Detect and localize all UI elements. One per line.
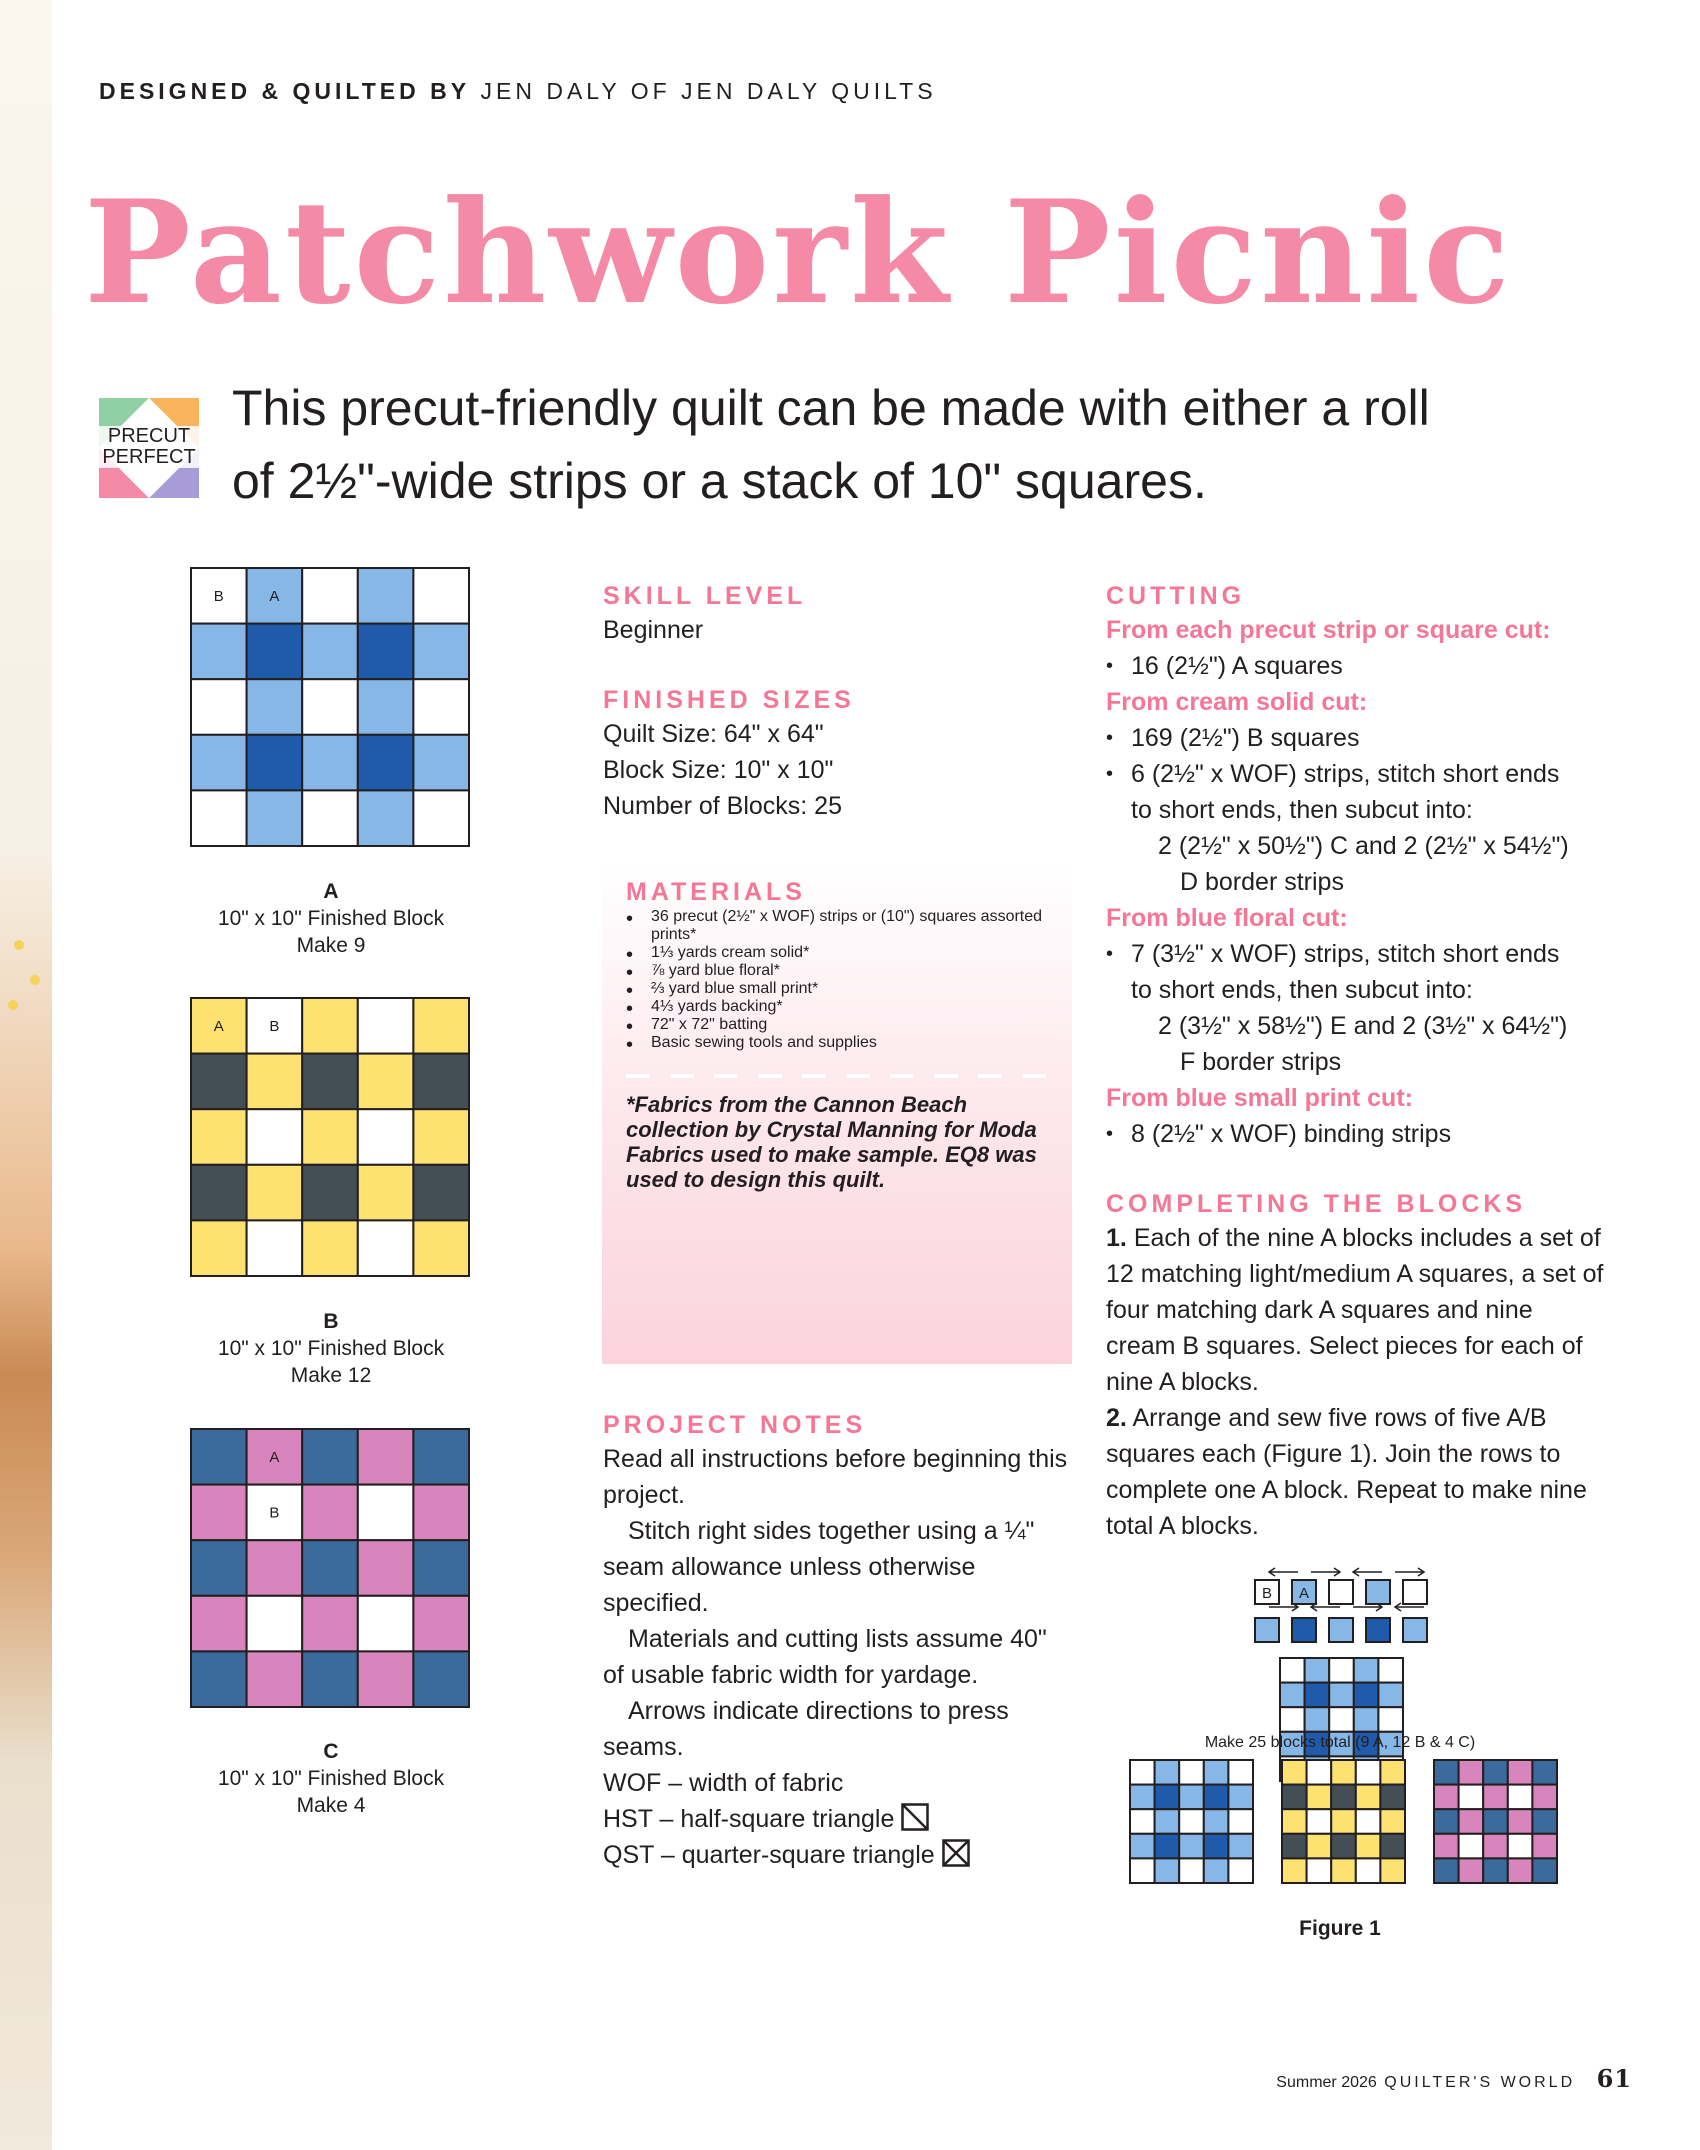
finished-size-line: Block Size: 10" x 10" [603,756,834,784]
completing-heading: COMPLETING THE BLOCKS [1106,1190,1527,1218]
block-patch [1305,1658,1330,1683]
middle-column [603,580,1073,824]
block-patch [1204,1809,1229,1834]
hst-icon [901,1803,929,1831]
block-patch [1228,1809,1253,1834]
project-note-paragraph: Arrows indicate directions to press seams. [603,1697,1009,1761]
cutting-item-continued: to short ends, then subcut into: [1131,976,1473,1004]
materials-item: • 36 precut (2½" x WOF) strips or (10") squares assorted prints* [626,908,1048,944]
block-c-diagram [189,1427,473,1711]
block-patch [302,1165,358,1221]
block-patch [191,1220,247,1276]
block-patch [1532,1785,1557,1810]
block-patch [1356,1760,1381,1785]
qst-line [603,1837,1073,1873]
block-patch [247,1054,303,1110]
block-patch [1354,1707,1379,1732]
block-make-count: Make 12 [290,1364,372,1387]
block-patch [247,1109,303,1165]
block-patch [1204,1785,1229,1810]
block-patch [1508,1858,1533,1883]
step-text: Each of the nine A blocks includes a set of 12 matching light/medium A squares, a set of four matching dark A squares and nine cream B squares. Select pieces for each of nine A blocks. [1106,1224,1604,1396]
fig-mini-block-a [1130,1760,1253,1883]
page-number: 61 [1596,2064,1632,2093]
flower-decoration [14,940,24,950]
block-patch [302,998,358,1054]
qst-definition: QST – quarter-square triangle [603,1841,935,1869]
block-patch [191,1651,247,1707]
page-title: Patchwork Picnic [84,170,1513,336]
block-patch [1483,1785,1508,1810]
cutting-subhead: From blue floral cut: [1106,904,1348,932]
block-make-count: Make 4 [296,1794,366,1817]
block-patch [358,1540,414,1596]
completing-step-2 [1106,1400,1606,1544]
project-notes [603,1409,1073,1873]
subtitle: This precut-friendly quilt can be made with either a roll of 2½"-wide strips or a stack of 10" squares. [232,380,1430,509]
block-patch [1356,1834,1381,1859]
block-patch [191,1429,247,1485]
issue-date: Summer 2026 [1276,2074,1377,2091]
block-letter: A [323,880,339,903]
block-patch [191,1054,247,1110]
block-patch [1204,1834,1229,1859]
block-patch [1130,1834,1155,1859]
figure-caption: Figure 1 [1299,1917,1381,1940]
block-patch [358,1054,414,1110]
materials-item: • ⅞ yard blue floral* [626,962,1048,980]
block-patch [1356,1809,1381,1834]
block-patch [358,1220,414,1276]
block-patch [1459,1760,1484,1785]
cutting-item-continued: F border strips [1180,1048,1342,1076]
block-patch [358,1429,414,1485]
block-patch [413,624,469,680]
block-patch [1130,1785,1155,1810]
dashed-divider [626,1074,1048,1078]
block-patch [1179,1760,1204,1785]
block-patch [413,1540,469,1596]
block-patch [1508,1760,1533,1785]
block-patch [302,1109,358,1165]
block-patch [1508,1809,1533,1834]
block-patch [302,1429,358,1485]
block-patch [191,1165,247,1221]
block-patch [302,735,358,791]
block-patch [1179,1834,1204,1859]
patch-label: A [269,588,280,605]
block-patch [302,790,358,846]
block-patch [358,679,414,735]
block-patch [1305,1683,1330,1708]
block-patch [1354,1683,1379,1708]
block-b-caption [181,1308,481,1389]
block-patch [191,679,247,735]
block-patch [1204,1760,1229,1785]
flower-decoration [8,1000,18,1010]
cutting-section [1106,580,1606,1544]
block-patch [1307,1760,1332,1785]
completing-step-1 [1106,1220,1606,1400]
block-patch [1331,1760,1356,1785]
block-patch [1280,1658,1305,1683]
patch-label: B [213,588,224,605]
cutting-item-continued: to short ends, then subcut into: [1131,796,1473,824]
materials-box [602,864,1072,1364]
block-patch [1532,1760,1557,1785]
step-number: 2. [1106,1404,1127,1432]
block-patch [1331,1858,1356,1883]
figure-1-diagram [1100,1560,1580,1900]
patch-label: B [269,1504,280,1522]
cutting-item: • 8 (2½" x WOF) binding strips [1106,1116,1606,1152]
project-note-paragraph: Materials and cutting lists assume 40" of usable fabric width for yardage. [603,1625,1047,1689]
block-patch [413,1429,469,1485]
cutting-item: • 7 (3½" x WOF) strips, stitch short ends [1106,936,1606,972]
block-patch [1307,1858,1332,1883]
badge-line-2: PERFECT [102,446,196,468]
block-patch [247,679,303,735]
project-note-paragraph: Read all instructions before beginning this project. [603,1445,1068,1509]
block-patch [1280,1707,1305,1732]
block-patch [413,568,469,624]
cutting-subhead: From cream solid cut: [1106,688,1368,716]
project-notes-heading: PROJECT NOTES [603,1411,867,1439]
block-patch [302,1220,358,1276]
block-patch [1305,1707,1330,1732]
block-patch [1434,1785,1459,1810]
block-patch [191,1109,247,1165]
block-patch [358,1485,414,1541]
block-patch [1434,1809,1459,1834]
fig-label-a: A [1298,1585,1310,1602]
magazine-name: QUILTER'S WORLD [1384,2074,1576,2091]
block-patch [1331,1809,1356,1834]
block-patch [191,1596,247,1652]
block-patch [1434,1760,1459,1785]
block-patch [1483,1809,1508,1834]
block-patch [302,1054,358,1110]
hst-definition: HST – half-square triangle [603,1805,895,1833]
fig-row-2 [1255,1618,1427,1642]
block-patch [1179,1809,1204,1834]
block-patch [413,1220,469,1276]
block-patch [1155,1785,1180,1810]
block-c-caption [181,1738,481,1819]
byline [99,78,937,105]
block-patch [191,790,247,846]
background-photo-strip [0,0,52,2150]
skill-level-value: Beginner [603,616,704,644]
block-patch [1483,1858,1508,1883]
block-patch [1532,1809,1557,1834]
block-patch [1434,1834,1459,1859]
block-patch [1280,1683,1305,1708]
flower-decoration [30,975,40,985]
block-patch [302,624,358,680]
block-a-diagram [189,566,473,850]
block-patch [1380,1809,1405,1834]
block-patch [191,1540,247,1596]
block-patch [413,1054,469,1110]
finished-size-line: Number of Blocks: 25 [603,792,842,820]
block-patch [413,790,469,846]
cutting-heading: CUTTING [1106,582,1246,610]
materials-item: • 4⅓ yards backing* [626,998,1048,1016]
block-patch [191,735,247,791]
block-patch [1228,1760,1253,1785]
block-patch [1228,1858,1253,1883]
patch-label: B [269,1018,280,1035]
finished-size-line: Quilt Size: 64" x 64" [603,720,824,748]
block-patch [413,1109,469,1165]
block-patch [413,998,469,1054]
block-patch [191,624,247,680]
block-patch [1331,1785,1356,1810]
block-patch [247,1220,303,1276]
block-patch [358,1651,414,1707]
block-patch [1356,1785,1381,1810]
block-patch [413,1165,469,1221]
block-patch [1380,1834,1405,1859]
badge-line-1: PRECUT [107,425,191,447]
byline-prefix: DESIGNED & QUILTED BY [99,78,471,104]
block-patch [1282,1785,1307,1810]
block-patch [191,1485,247,1541]
block-patch [1380,1760,1405,1785]
block-patch [358,790,414,846]
block-patch [1483,1834,1508,1859]
materials-item: • 72" x 72" batting [626,1016,1048,1034]
block-patch [1228,1834,1253,1859]
cutting-item: • 6 (2½" x WOF) strips, stitch short ends [1106,756,1606,792]
block-a-caption [181,878,481,959]
fig-label-b: B [1261,1585,1273,1602]
patch-label: A [269,1449,280,1466]
block-patch [1459,1858,1484,1883]
block-patch [247,624,303,680]
block-patch [358,1109,414,1165]
wof-definition: WOF – width of fabric [603,1769,844,1797]
step-text: Arrange and sew five rows of five A/B squares each (Figure 1). Join the rows to complete one A block. Repeat to make nine total A blocks. [1106,1404,1587,1540]
block-patch [1378,1707,1403,1732]
materials-item: • 1⅓ yards cream solid* [626,944,1048,962]
block-patch [302,568,358,624]
block-patch [413,1651,469,1707]
block-patch [1307,1785,1332,1810]
block-patch [1307,1834,1332,1859]
block-patch [1155,1760,1180,1785]
block-patch [1179,1785,1204,1810]
block-patch [1378,1683,1403,1708]
block-patch [302,679,358,735]
block-patch [1155,1834,1180,1859]
cutting-item-continued: 2 (3½" x 58½") E and 2 (3½" x 64½") [1158,1012,1568,1040]
fabric-note: *Fabrics from the Cannon Beach collection by Crystal Manning for Moda Fabrics used to make sample. EQ8 was used to design this quilt. [626,1092,1037,1192]
make-total-note: Make 25 blocks total (9 A, 12 B & 4 C) [1204,1734,1476,1751]
cutting-item: • 16 (2½") A squares [1106,648,1606,684]
block-size: 10" x 10" Finished Block [217,1337,445,1360]
block-patch [1329,1707,1354,1732]
block-letter: B [323,1310,339,1333]
block-patch [1508,1834,1533,1859]
fig-mini-block-c [1434,1760,1557,1883]
block-patch [1354,1658,1379,1683]
block-patch [358,1596,414,1652]
cutting-item: • 169 (2½") B squares [1106,720,1606,756]
block-patch [247,1596,303,1652]
block-patch [1459,1834,1484,1859]
materials-item: • ⅔ yard blue small print* [626,980,1048,998]
step-number: 1. [1106,1224,1127,1252]
block-patch [413,1485,469,1541]
page-footer [1276,2064,1632,2093]
block-patch [358,568,414,624]
skill-level-heading: SKILL LEVEL [603,582,807,610]
block-patch [1329,1658,1354,1683]
materials-item: • Basic sewing tools and supplies [626,1034,1048,1052]
block-patch [1380,1858,1405,1883]
block-patch [1155,1809,1180,1834]
block-patch [358,735,414,791]
block-patch [1130,1760,1155,1785]
block-patch [1532,1834,1557,1859]
finished-sizes-heading: FINISHED SIZES [603,686,855,714]
block-patch [1282,1834,1307,1859]
fig-row-1 [1255,1580,1427,1604]
block-b-diagram [189,996,473,1280]
precut-perfect-badge [99,398,199,498]
block-patch [1459,1809,1484,1834]
block-patch [302,1596,358,1652]
byline-name: JEN DALY OF JEN DALY QUILTS [480,78,937,104]
block-size: 10" x 10" Finished Block [217,907,445,930]
block-patch [358,998,414,1054]
block-make-count: Make 9 [296,934,366,957]
project-note-paragraph: Stitch right sides together using a ¼" seam allowance unless otherwise specified. [603,1517,1035,1617]
block-patch [1204,1858,1229,1883]
block-patch [1356,1858,1381,1883]
block-patch [413,1596,469,1652]
block-patch [413,735,469,791]
block-patch [1331,1834,1356,1859]
block-patch [1179,1858,1204,1883]
block-patch [1329,1683,1354,1708]
hst-line [603,1801,1073,1837]
block-patch [302,1540,358,1596]
cutting-subhead: From each precut strip or square cut: [1106,616,1551,644]
cutting-item-continued: 2 (2½" x 50½") C and 2 (2½" x 54½") [1158,832,1569,860]
patch-label: A [213,1018,224,1035]
block-patch [1130,1809,1155,1834]
block-patch [1380,1785,1405,1810]
block-patch [1434,1858,1459,1883]
block-patch [302,1651,358,1707]
block-patch [302,1485,358,1541]
block-patch [247,1165,303,1221]
block-size: 10" x 10" Finished Block [217,1767,445,1790]
block-patch [358,624,414,680]
block-patch [1483,1760,1508,1785]
block-patch [1282,1760,1307,1785]
block-patch [247,735,303,791]
cutting-subhead: From blue small print cut: [1106,1084,1413,1112]
block-patch [247,790,303,846]
block-patch [1282,1809,1307,1834]
block-letter: C [323,1740,339,1763]
block-patch [247,1540,303,1596]
fig-mini-block-b [1282,1760,1405,1883]
block-patch [1130,1858,1155,1883]
materials-heading: MATERIALS [626,878,806,906]
block-patch [1155,1858,1180,1883]
block-patch [247,1651,303,1707]
block-patch [1307,1809,1332,1834]
qst-icon [942,1839,970,1867]
block-patch [1228,1785,1253,1810]
block-patch [413,679,469,735]
block-patch [1282,1858,1307,1883]
block-patch [1459,1785,1484,1810]
block-patch [1532,1858,1557,1883]
cutting-item-continued: D border strips [1180,868,1344,896]
badge-text [99,426,199,468]
block-patch [1378,1658,1403,1683]
block-patch [358,1165,414,1221]
block-patch [1508,1785,1533,1810]
